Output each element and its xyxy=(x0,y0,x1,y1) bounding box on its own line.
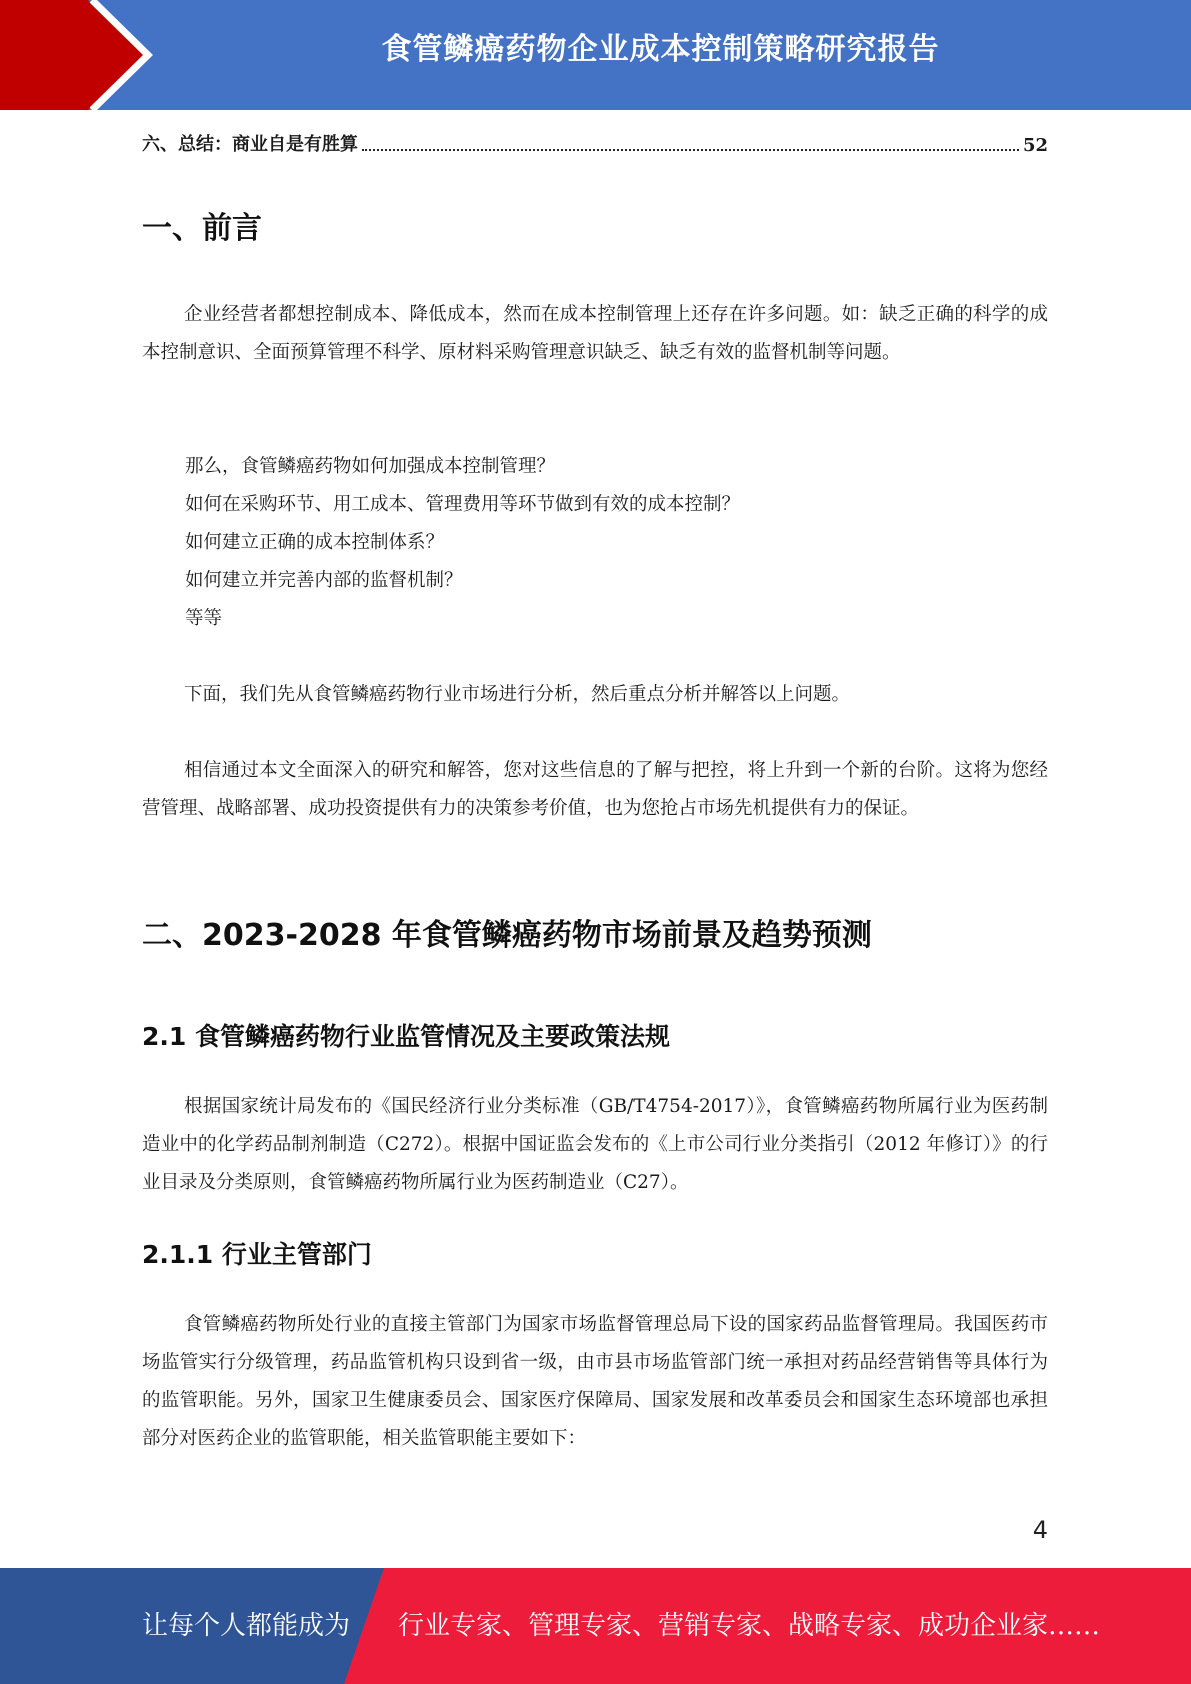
authority-paragraph: 食管鳞癌药物所处行业的直接主管部门为国家市场监督管理总局下设的国家药品监督管理局。我国医药市场监管实行分级管理，药品监管机构只设到省一级，由市县市场监管部门统一承担对药品经营销售等具体行为的监管职能。另外，国家卫生健康委员会、国家医疗保障局、国家发展和改革委员会和国家生态环境部也承担部分对医药企业的监管职能，相关监管职能主要如下： xyxy=(142,1314,1048,1449)
preface-question-1: 那么，食管鳞癌药物如何加强成本控制管理？ xyxy=(185,456,556,477)
section-heading-market-forecast: 二、2023-2028 年食管鳞癌药物市场前景及趋势预测 xyxy=(142,918,872,953)
footer-slogan-right: 行业专家、管理专家、营销专家、战略专家、成功企业家…… xyxy=(398,1611,1101,1641)
page-footer xyxy=(0,1568,1191,1684)
preface-question-2: 如何在采购环节、用工成本、管理费用等环节做到有效的成本控制？ xyxy=(185,494,741,515)
footer-slogan-left: 让每个人都能成为 xyxy=(142,1611,351,1641)
page-header xyxy=(0,0,1191,110)
preface-question-4: 如何建立并完善内部的监督机制？ xyxy=(185,570,463,591)
section-heading-preface: 一、前言 xyxy=(142,211,262,246)
preface-question-5: 等等 xyxy=(185,608,223,629)
toc-entry-label: 六、总结：商业自是有胜算 xyxy=(142,134,358,155)
toc-entry[interactable] xyxy=(142,130,1048,156)
preface-paragraph-2: 下面，我们先从食管鳞癌药物行业市场进行分析，然后重点分析并解答以上问题。 xyxy=(184,684,851,705)
toc-entry-page: 52 xyxy=(1022,135,1048,156)
regulation-paragraph: 根据国家统计局发布的《国民经济行业分类标准（GB/T4754-2017）》，食管鳞癌药物所属行业为医药制造业中的化学药品制剂制造（C272）。根据中国证监会发布的《上市公司行业分类指引（2012 年修订）》的行业目录及分类原则，食管鳞癌药物所属行业为医药制造业（C27）。 xyxy=(142,1096,1048,1193)
preface-question-3: 如何建立正确的成本控制体系？ xyxy=(185,532,445,553)
preface-paragraph-3: 相信通过本文全面深入的研究和解答，您对这些信息的了解与把控，将上升到一个新的台阶。这将为您经营管理、战略部署、成功投资提供有力的决策参考价值，也为您抢占市场先机提供有力的保证。 xyxy=(142,760,1048,819)
subsection-heading-authority: 2.1.1 行业主管部门 xyxy=(142,1240,372,1269)
page-number: 4 xyxy=(1032,1516,1048,1544)
preface-paragraph-1: 企业经营者都想控制成本、降低成本，然而在成本控制管理上还存在许多问题。如：缺乏正确的科学的成本控制意识、全面预算管理不科学、原材料采购管理意识缺乏、缺乏有效的监督机制等问题。 xyxy=(142,304,1048,363)
toc-leader-dots xyxy=(362,149,1019,151)
header-title: 食管鳞癌药物企业成本控制策略研究报告 xyxy=(381,32,940,67)
subsection-heading-regulation: 2.1 食管鳞癌药物行业监管情况及主要政策法规 xyxy=(142,1022,670,1051)
